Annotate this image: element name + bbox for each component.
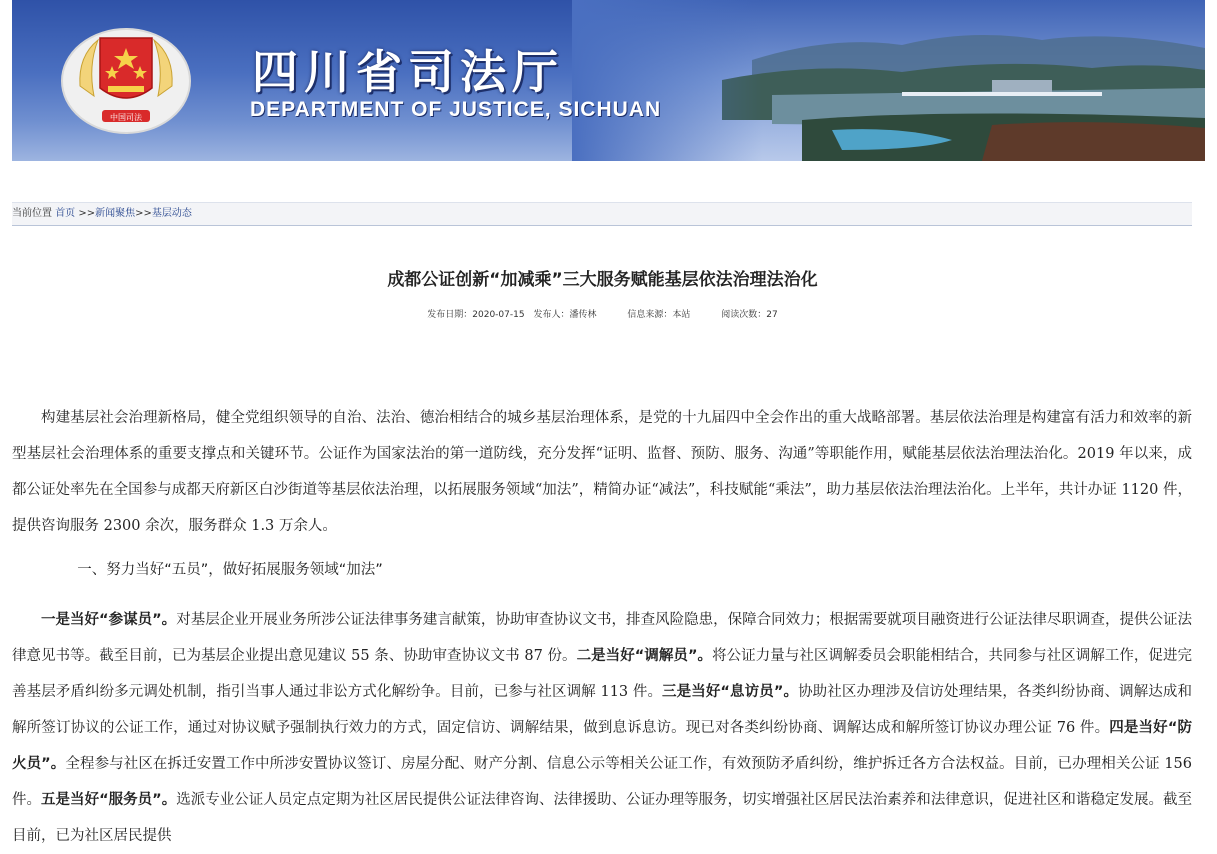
view-count: 阅读次数：27 — [721, 310, 778, 320]
article-title: 成都公证创新“加减乘”三大服务赋能基层依法治理法治化 — [387, 270, 818, 290]
bold-lead: 五是当好“服务员”。 — [41, 792, 177, 808]
article-meta — [0, 307, 1205, 320]
paragraph-text: 协助社区办理涉及信访处理结果，各类纠纷协商、调解达成和解所签订协议的公证工作，通过对协议赋予强制执行效力的方式，固定信访、调解结果，做到息诉息访。现已对各类纠纷协商、调解达成和解所签订协议办理公证 76 件。 — [12, 684, 1193, 736]
paragraph-text: 全程参与社区在拆迁安置工作中所涉安置协议签订、房屋分配、财产分割、信息公示等相关公证工作，有效预防矛盾纠纷，维护拆迁各方合法权益。目前，已办理相关公证 156 件。 — [12, 756, 1192, 808]
breadcrumb — [12, 202, 1192, 226]
article-body — [12, 400, 1192, 854]
site-title: 四川省司法厅 — [252, 45, 564, 99]
intro-paragraph: 构建基层社会治理新格局，健全党组织领导的自治、法治、德治相结合的城乡基层治理体系，是党的十九届四中全会作出的重大战略部署。基层依法治理是构建富有活力和效率的新型基层社会治理体系的重要支撑点和关键环节。公证作为国家法治的第一道防线，充分发挥“证明、监督、预防、服务、沟通”等职能作用，赋能基层依法治理法治化。2019 年以来，成都公证处率先在全国参与成都天府新区白沙街道等基层依法治理，以拓展服务领域“加法”，精简办证“减法”，科技赋能“乘法”，助力基层依法治理法治化。上半年，共计办证 1120 件，提供咨询服务 2300 余次，服务群众 1.3 万余人。 — [12, 410, 1192, 534]
bold-lead: 四是当好“防火员”。 — [12, 720, 1193, 772]
paragraph-text: 将公证力量与社区调解委员会职能相结合，共同参与社区调解工作，促进完善基层矛盾纠纷多元调处机制，指引当事人通过非讼方式化解纷争。目前，已参与社区调解 113 件。 — [12, 648, 1193, 700]
site-banner — [12, 0, 1205, 161]
paragraph-text: 选派专业公证人员定点定期为社区居民提供公证法律咨询、法律援助、公证办理等服务，切实增强社区居民法治素养和法律意识，促进社区和谐稳定发展。截至目前，已为社区居民提供 — [12, 792, 1193, 844]
justice-emblem — [58, 26, 194, 136]
breadcrumb-news-link[interactable]: 新闻聚焦 — [95, 208, 136, 219]
breadcrumb-prefix: 当前位置 — [12, 208, 52, 219]
section-heading: 一、努力当好“五员”，做好拓展服务领域“加法” — [77, 562, 383, 578]
bold-lead: 二是当好“调解员”。 — [576, 648, 713, 664]
paragraph-text: 对基层企业开展业务所涉公证法律事务建言献策，协助审查协议文书，排查风险隐患，保障合同效力；根据需要就项目融资进行公证法律尽职调查，提供公证法律意见书等。截至目前，已为基层企业提出意见建议 55 条、协助审查协议文书 87 份。 — [12, 612, 1192, 664]
breadcrumb-separator: >> — [135, 208, 152, 219]
breadcrumb-home-link[interactable]: 首页 — [55, 208, 76, 219]
bold-lead: 三是当好“息访员”。 — [662, 684, 799, 700]
publish-date: 发布日期：2020-07-15 — [427, 310, 525, 320]
breadcrumb-separator: >> — [78, 208, 96, 219]
emblem-caption: 中国司法 — [110, 113, 142, 122]
breadcrumb-current-link[interactable]: 基层动态 — [151, 208, 192, 219]
info-source: 信息来源：本站 — [627, 310, 691, 320]
bold-lead: 一是当好“参谋员”。 — [41, 612, 177, 628]
site-subtitle: DEPARTMENT OF JUSTICE, SICHUAN — [250, 98, 662, 121]
body-paragraph — [12, 602, 1192, 854]
publisher: 发布人：潘传林 — [533, 310, 597, 320]
scenery-image — [572, 0, 1205, 161]
